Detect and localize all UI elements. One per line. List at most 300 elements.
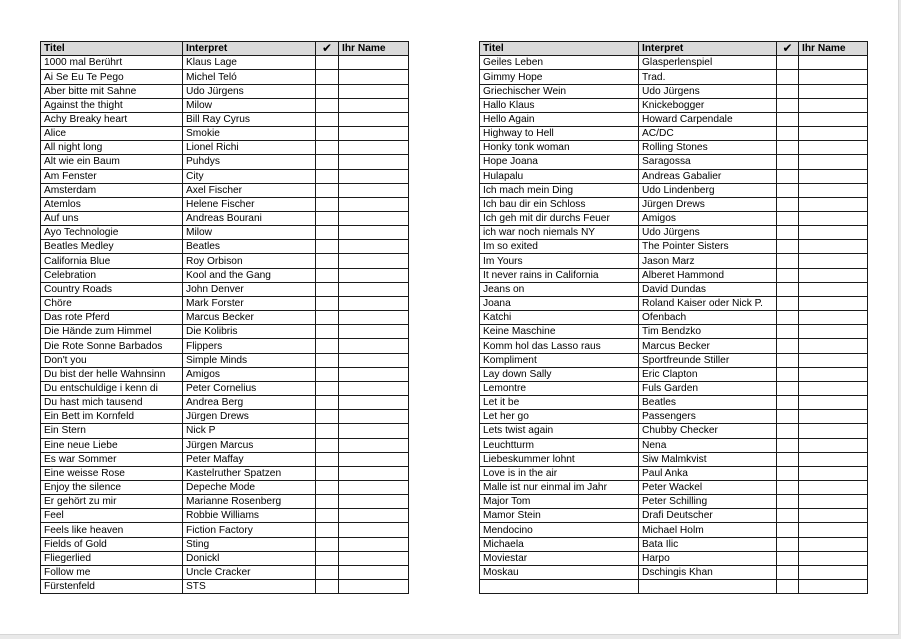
table-row bbox=[41, 155, 409, 169]
your-name-cell[interactable] bbox=[339, 141, 409, 155]
checkbox-cell[interactable] bbox=[777, 325, 799, 339]
table-row bbox=[480, 296, 868, 310]
song-title-cell: Ich bau dir ein Schloss bbox=[480, 197, 639, 211]
checkbox-cell[interactable] bbox=[316, 565, 339, 579]
checkbox-cell[interactable] bbox=[777, 112, 799, 126]
artist-cell: Peter Cornelius bbox=[183, 381, 316, 395]
table-row bbox=[480, 438, 868, 452]
song-title-cell: Griechischer Wein bbox=[480, 84, 639, 98]
your-name-cell[interactable] bbox=[799, 480, 868, 494]
your-name-cell[interactable] bbox=[339, 212, 409, 226]
header-artist: Interpret bbox=[639, 42, 777, 56]
your-name-cell[interactable] bbox=[339, 495, 409, 509]
checkbox-cell[interactable] bbox=[777, 410, 799, 424]
artist-cell: Howard Carpendale bbox=[639, 112, 777, 126]
song-title-cell: All night long bbox=[41, 141, 183, 155]
checkbox-cell[interactable] bbox=[777, 254, 799, 268]
checkbox-cell[interactable] bbox=[777, 311, 799, 325]
checkbox-cell[interactable] bbox=[316, 268, 339, 282]
table-row bbox=[41, 495, 409, 509]
your-name-cell[interactable] bbox=[799, 254, 868, 268]
table-row bbox=[41, 551, 409, 565]
checkbox-cell[interactable] bbox=[316, 466, 339, 480]
checkbox-cell[interactable] bbox=[316, 197, 339, 211]
checkbox-cell[interactable] bbox=[316, 141, 339, 155]
checkbox-cell[interactable] bbox=[316, 580, 339, 594]
song-title-cell: Katchi bbox=[480, 311, 639, 325]
artist-cell: Ofenbach bbox=[639, 311, 777, 325]
checkbox-cell[interactable] bbox=[777, 70, 799, 84]
artist-cell: John Denver bbox=[183, 282, 316, 296]
checkbox-cell[interactable] bbox=[777, 226, 799, 240]
your-name-cell[interactable] bbox=[339, 98, 409, 112]
checkbox-cell[interactable] bbox=[316, 325, 339, 339]
your-name-cell[interactable] bbox=[799, 523, 868, 537]
artist-cell: Sportfreunde Stiller bbox=[639, 353, 777, 367]
checkbox-cell[interactable] bbox=[777, 381, 799, 395]
artist-cell: Peter Maffay bbox=[183, 452, 316, 466]
artist-cell: Andreas Bourani bbox=[183, 212, 316, 226]
checkbox-cell[interactable] bbox=[777, 466, 799, 480]
checkbox-cell[interactable] bbox=[777, 155, 799, 169]
your-name-cell[interactable] bbox=[339, 565, 409, 579]
your-name-cell[interactable] bbox=[799, 452, 868, 466]
song-title-cell: Honky tonk woman bbox=[480, 141, 639, 155]
artist-cell: Chubby Checker bbox=[639, 424, 777, 438]
table-row bbox=[480, 480, 868, 494]
artist-cell: Jürgen Drews bbox=[639, 197, 777, 211]
song-title-cell: Celebration bbox=[41, 268, 183, 282]
artist-cell: Trad. bbox=[639, 70, 777, 84]
checkbox-cell[interactable] bbox=[777, 197, 799, 211]
checkbox-cell[interactable] bbox=[777, 537, 799, 551]
table-row bbox=[480, 523, 868, 537]
table-row bbox=[41, 98, 409, 112]
checkbox-cell[interactable] bbox=[777, 56, 799, 70]
checkbox-cell[interactable] bbox=[316, 240, 339, 254]
song-title-cell: Ich mach mein Ding bbox=[480, 183, 639, 197]
your-name-cell[interactable] bbox=[339, 240, 409, 254]
checkbox-cell[interactable] bbox=[777, 169, 799, 183]
artist-cell: Roland Kaiser oder Nick P. bbox=[639, 296, 777, 310]
artist-cell: Mark Forster bbox=[183, 296, 316, 310]
your-name-cell[interactable] bbox=[339, 353, 409, 367]
artist-cell: Bill Ray Cyrus bbox=[183, 112, 316, 126]
your-name-cell[interactable] bbox=[339, 424, 409, 438]
checkbox-cell[interactable] bbox=[777, 509, 799, 523]
your-name-cell[interactable] bbox=[799, 410, 868, 424]
your-name-cell[interactable] bbox=[799, 537, 868, 551]
checkbox-cell[interactable] bbox=[316, 396, 339, 410]
table-row bbox=[41, 212, 409, 226]
song-title-cell: Ein Bett im Kornfeld bbox=[41, 410, 183, 424]
checkbox-cell[interactable] bbox=[777, 268, 799, 282]
song-title-cell: California Blue bbox=[41, 254, 183, 268]
checkbox-cell[interactable] bbox=[316, 509, 339, 523]
song-title-cell: Moviestar bbox=[480, 551, 639, 565]
checkbox-cell[interactable] bbox=[777, 580, 799, 594]
checkbox-cell[interactable] bbox=[316, 381, 339, 395]
artist-cell: Marianne Rosenberg bbox=[183, 495, 316, 509]
song-title-cell: Achy Breaky heart bbox=[41, 112, 183, 126]
checkbox-cell[interactable] bbox=[777, 183, 799, 197]
your-name-cell[interactable] bbox=[799, 424, 868, 438]
song-title-cell: Eine neue Liebe bbox=[41, 438, 183, 452]
your-name-cell[interactable] bbox=[339, 268, 409, 282]
table-row bbox=[480, 410, 868, 424]
your-name-cell[interactable] bbox=[799, 169, 868, 183]
your-name-cell[interactable] bbox=[799, 325, 868, 339]
your-name-cell[interactable] bbox=[799, 112, 868, 126]
table-row bbox=[480, 169, 868, 183]
artist-cell: Fuls Garden bbox=[639, 381, 777, 395]
song-title-cell: Let it be bbox=[480, 396, 639, 410]
artist-cell: Harpo bbox=[639, 551, 777, 565]
your-name-cell[interactable] bbox=[339, 580, 409, 594]
song-title-cell: Die Hände zum Himmel bbox=[41, 325, 183, 339]
checkbox-cell[interactable] bbox=[316, 551, 339, 565]
song-title-cell: Ayo Technologie bbox=[41, 226, 183, 240]
song-title-cell: Jeans on bbox=[480, 282, 639, 296]
table-row bbox=[41, 197, 409, 211]
your-name-cell[interactable] bbox=[799, 56, 868, 70]
song-title-cell: Auf uns bbox=[41, 212, 183, 226]
your-name-cell[interactable] bbox=[799, 226, 868, 240]
song-title-cell: Liebeskummer lohnt bbox=[480, 452, 639, 466]
your-name-cell[interactable] bbox=[339, 254, 409, 268]
your-name-cell[interactable] bbox=[339, 466, 409, 480]
your-name-cell[interactable] bbox=[799, 396, 868, 410]
table-row bbox=[41, 367, 409, 381]
song-title-cell: Ich geh mit dir durchs Feuer bbox=[480, 212, 639, 226]
checkbox-cell[interactable] bbox=[316, 410, 339, 424]
artist-cell: City bbox=[183, 169, 316, 183]
song-title-cell: Ai Se Eu Te Pego bbox=[41, 70, 183, 84]
artist-cell: Alberet Hammond bbox=[639, 268, 777, 282]
checkbox-cell[interactable] bbox=[316, 155, 339, 169]
your-name-cell[interactable] bbox=[799, 296, 868, 310]
checkbox-cell[interactable] bbox=[777, 438, 799, 452]
table-row bbox=[41, 56, 409, 70]
checkbox-cell[interactable] bbox=[777, 565, 799, 579]
checkbox-cell[interactable] bbox=[316, 452, 339, 466]
song-title-cell: Lets twist again bbox=[480, 424, 639, 438]
checkbox-cell[interactable] bbox=[777, 495, 799, 509]
artist-cell: Jason Marz bbox=[639, 254, 777, 268]
song-title-cell: Er gehört zu mir bbox=[41, 495, 183, 509]
table-row bbox=[41, 112, 409, 126]
table-row bbox=[41, 311, 409, 325]
checkmark-icon: ✔ bbox=[316, 42, 339, 56]
table-row bbox=[480, 70, 868, 84]
table-row bbox=[41, 325, 409, 339]
your-name-cell[interactable] bbox=[799, 84, 868, 98]
song-title-cell: Ein Stern bbox=[41, 424, 183, 438]
your-name-cell[interactable] bbox=[339, 311, 409, 325]
your-name-cell[interactable] bbox=[799, 339, 868, 353]
table-row bbox=[480, 282, 868, 296]
checkbox-cell[interactable] bbox=[777, 282, 799, 296]
table-row bbox=[480, 268, 868, 282]
your-name-cell[interactable] bbox=[339, 112, 409, 126]
your-name-cell[interactable] bbox=[799, 141, 868, 155]
your-name-cell[interactable] bbox=[339, 70, 409, 84]
your-name-cell[interactable] bbox=[799, 381, 868, 395]
artist-cell: Donickl bbox=[183, 551, 316, 565]
table-row bbox=[480, 367, 868, 381]
checkbox-cell[interactable] bbox=[777, 339, 799, 353]
song-title-cell: Amsterdam bbox=[41, 183, 183, 197]
checkbox-cell[interactable] bbox=[777, 353, 799, 367]
table-row bbox=[41, 565, 409, 579]
table-row bbox=[480, 466, 868, 480]
your-name-cell[interactable] bbox=[339, 56, 409, 70]
checkbox-cell[interactable] bbox=[777, 84, 799, 98]
song-title-cell: ich war noch niemals NY bbox=[480, 226, 639, 240]
checkbox-cell[interactable] bbox=[316, 311, 339, 325]
table-row bbox=[480, 226, 868, 240]
checkbox-cell[interactable] bbox=[316, 537, 339, 551]
artist-cell: Udo Jürgens bbox=[639, 226, 777, 240]
your-name-cell[interactable] bbox=[339, 169, 409, 183]
song-title-cell bbox=[480, 580, 639, 594]
artist-cell: Robbie Williams bbox=[183, 509, 316, 523]
checkbox-cell[interactable] bbox=[316, 282, 339, 296]
your-name-cell[interactable] bbox=[339, 197, 409, 211]
checkbox-cell[interactable] bbox=[316, 296, 339, 310]
checkbox-cell[interactable] bbox=[316, 56, 339, 70]
table-row bbox=[480, 212, 868, 226]
artist-cell: AC/DC bbox=[639, 127, 777, 141]
table-row bbox=[41, 580, 409, 594]
table-row bbox=[480, 127, 868, 141]
song-title-cell: Eine weisse Rose bbox=[41, 466, 183, 480]
table-row bbox=[41, 410, 409, 424]
checkbox-cell[interactable] bbox=[316, 84, 339, 98]
table-row bbox=[480, 325, 868, 339]
checkbox-cell[interactable] bbox=[777, 296, 799, 310]
checkbox-cell[interactable] bbox=[777, 523, 799, 537]
your-name-cell[interactable] bbox=[799, 367, 868, 381]
checkbox-cell[interactable] bbox=[316, 127, 339, 141]
your-name-cell[interactable] bbox=[339, 396, 409, 410]
table-row bbox=[41, 84, 409, 98]
your-name-cell[interactable] bbox=[339, 84, 409, 98]
table-row bbox=[41, 282, 409, 296]
your-name-cell[interactable] bbox=[799, 70, 868, 84]
artist-cell: STS bbox=[183, 580, 316, 594]
your-name-cell[interactable] bbox=[339, 410, 409, 424]
artist-cell: Marcus Becker bbox=[183, 311, 316, 325]
checkbox-cell[interactable] bbox=[316, 254, 339, 268]
your-name-cell[interactable] bbox=[339, 226, 409, 240]
table-row bbox=[480, 98, 868, 112]
checkbox-cell[interactable] bbox=[316, 98, 339, 112]
your-name-cell[interactable] bbox=[799, 311, 868, 325]
artist-cell: Fiction Factory bbox=[183, 523, 316, 537]
table-row bbox=[480, 353, 868, 367]
your-name-cell[interactable] bbox=[799, 565, 868, 579]
checkbox-cell[interactable] bbox=[777, 551, 799, 565]
your-name-cell[interactable] bbox=[339, 551, 409, 565]
checkbox-cell[interactable] bbox=[316, 480, 339, 494]
table-row bbox=[41, 296, 409, 310]
checkbox-cell[interactable] bbox=[777, 424, 799, 438]
checkbox-cell[interactable] bbox=[316, 339, 339, 353]
your-name-cell[interactable] bbox=[339, 296, 409, 310]
your-name-cell[interactable] bbox=[339, 523, 409, 537]
checkbox-cell[interactable] bbox=[316, 70, 339, 84]
song-title-cell: Es war Sommer bbox=[41, 452, 183, 466]
artist-cell: Uncle Cracker bbox=[183, 565, 316, 579]
song-title-cell: Moskau bbox=[480, 565, 639, 579]
checkbox-cell[interactable] bbox=[777, 452, 799, 466]
song-title-cell: Im so exited bbox=[480, 240, 639, 254]
table-row bbox=[480, 240, 868, 254]
checkbox-cell[interactable] bbox=[777, 480, 799, 494]
artist-cell: Amigos bbox=[183, 367, 316, 381]
song-title-cell: Keine Maschine bbox=[480, 325, 639, 339]
artist-cell: Michel Teló bbox=[183, 70, 316, 84]
your-name-cell[interactable] bbox=[339, 155, 409, 169]
song-title-cell: Malle ist nur einmal im Jahr bbox=[480, 480, 639, 494]
checkbox-cell[interactable] bbox=[316, 112, 339, 126]
checkbox-cell[interactable] bbox=[316, 523, 339, 537]
your-name-cell[interactable] bbox=[799, 282, 868, 296]
checkbox-cell[interactable] bbox=[777, 141, 799, 155]
checkbox-cell[interactable] bbox=[777, 98, 799, 112]
song-title-cell: Enjoy the silence bbox=[41, 480, 183, 494]
checkbox-cell[interactable] bbox=[316, 169, 339, 183]
song-title-cell: Gimmy Hope bbox=[480, 70, 639, 84]
artist-cell: Puhdys bbox=[183, 155, 316, 169]
song-title-cell: Du bist der helle Wahnsinn bbox=[41, 367, 183, 381]
artist-cell: Milow bbox=[183, 226, 316, 240]
song-title-cell: Michaela bbox=[480, 537, 639, 551]
song-title-cell: Follow me bbox=[41, 565, 183, 579]
artist-cell: Marcus Becker bbox=[639, 339, 777, 353]
your-name-cell[interactable] bbox=[799, 240, 868, 254]
your-name-cell[interactable] bbox=[799, 197, 868, 211]
song-title-cell: Fields of Gold bbox=[41, 537, 183, 551]
table-row bbox=[41, 509, 409, 523]
artist-cell: Michael Holm bbox=[639, 523, 777, 537]
song-title-cell: Hope Joana bbox=[480, 155, 639, 169]
your-name-cell[interactable] bbox=[799, 466, 868, 480]
song-title-cell: Mendocino bbox=[480, 523, 639, 537]
your-name-cell[interactable] bbox=[799, 438, 868, 452]
your-name-cell[interactable] bbox=[339, 438, 409, 452]
table-row bbox=[480, 183, 868, 197]
checkbox-cell[interactable] bbox=[316, 226, 339, 240]
artist-cell: Andreas Gabalier bbox=[639, 169, 777, 183]
song-title-cell: Geiles Leben bbox=[480, 56, 639, 70]
song-title-cell: Du entschuldige i kenn di bbox=[41, 381, 183, 395]
table-row bbox=[41, 424, 409, 438]
song-title-cell: Fliegerlied bbox=[41, 551, 183, 565]
song-title-cell: Das rote Pferd bbox=[41, 311, 183, 325]
checkbox-cell[interactable] bbox=[777, 212, 799, 226]
your-name-cell[interactable] bbox=[339, 325, 409, 339]
song-table-right bbox=[479, 41, 868, 594]
artist-cell bbox=[639, 580, 777, 594]
checkbox-cell[interactable] bbox=[316, 438, 339, 452]
checkbox-cell[interactable] bbox=[316, 495, 339, 509]
your-name-cell[interactable] bbox=[339, 339, 409, 353]
artist-cell: Milow bbox=[183, 98, 316, 112]
your-name-cell[interactable] bbox=[799, 268, 868, 282]
your-name-cell[interactable] bbox=[799, 127, 868, 141]
your-name-cell[interactable] bbox=[799, 495, 868, 509]
your-name-cell[interactable] bbox=[339, 127, 409, 141]
checkbox-cell[interactable] bbox=[316, 424, 339, 438]
your-name-cell[interactable] bbox=[799, 98, 868, 112]
table-row bbox=[480, 84, 868, 98]
song-title-cell: Im Yours bbox=[480, 254, 639, 268]
checkbox-cell[interactable] bbox=[777, 367, 799, 381]
table-row bbox=[41, 480, 409, 494]
your-name-cell[interactable] bbox=[339, 537, 409, 551]
checkbox-cell[interactable] bbox=[316, 367, 339, 381]
table-row bbox=[41, 466, 409, 480]
your-name-cell[interactable] bbox=[799, 155, 868, 169]
table-row bbox=[41, 226, 409, 240]
checkbox-cell[interactable] bbox=[316, 212, 339, 226]
table-row bbox=[41, 127, 409, 141]
table-row bbox=[480, 565, 868, 579]
your-name-cell[interactable] bbox=[799, 509, 868, 523]
checkbox-cell[interactable] bbox=[316, 353, 339, 367]
your-name-cell[interactable] bbox=[799, 580, 868, 594]
your-name-cell[interactable] bbox=[339, 367, 409, 381]
checkbox-cell[interactable] bbox=[777, 240, 799, 254]
your-name-cell[interactable] bbox=[339, 282, 409, 296]
artist-cell: Nena bbox=[639, 438, 777, 452]
your-name-cell[interactable] bbox=[339, 509, 409, 523]
artist-cell: Udo Lindenberg bbox=[639, 183, 777, 197]
checkbox-cell[interactable] bbox=[777, 396, 799, 410]
artist-cell: Knickebogger bbox=[639, 98, 777, 112]
table-row bbox=[480, 509, 868, 523]
table-header-row bbox=[41, 42, 409, 56]
your-name-cell[interactable] bbox=[799, 212, 868, 226]
song-title-cell: Leuchtturm bbox=[480, 438, 639, 452]
table-row bbox=[480, 56, 868, 70]
your-name-cell[interactable] bbox=[339, 381, 409, 395]
table-row bbox=[480, 339, 868, 353]
your-name-cell[interactable] bbox=[799, 551, 868, 565]
checkbox-cell[interactable] bbox=[316, 183, 339, 197]
song-title-cell: Beatles Medley bbox=[41, 240, 183, 254]
your-name-cell[interactable] bbox=[339, 183, 409, 197]
your-name-cell[interactable] bbox=[339, 452, 409, 466]
your-name-cell[interactable] bbox=[799, 183, 868, 197]
song-title-cell: Feels like heaven bbox=[41, 523, 183, 537]
table-row bbox=[480, 537, 868, 551]
artist-cell: Bata Ilic bbox=[639, 537, 777, 551]
song-title-cell: Aber bitte mit Sahne bbox=[41, 84, 183, 98]
table-row bbox=[41, 396, 409, 410]
your-name-cell[interactable] bbox=[799, 353, 868, 367]
song-title-cell: Am Fenster bbox=[41, 169, 183, 183]
artist-cell: Tim Bendzko bbox=[639, 325, 777, 339]
table-row bbox=[41, 254, 409, 268]
artist-cell: Lionel Richi bbox=[183, 141, 316, 155]
artist-cell: Saragossa bbox=[639, 155, 777, 169]
your-name-cell[interactable] bbox=[339, 480, 409, 494]
checkbox-cell[interactable] bbox=[777, 127, 799, 141]
artist-cell: Amigos bbox=[639, 212, 777, 226]
